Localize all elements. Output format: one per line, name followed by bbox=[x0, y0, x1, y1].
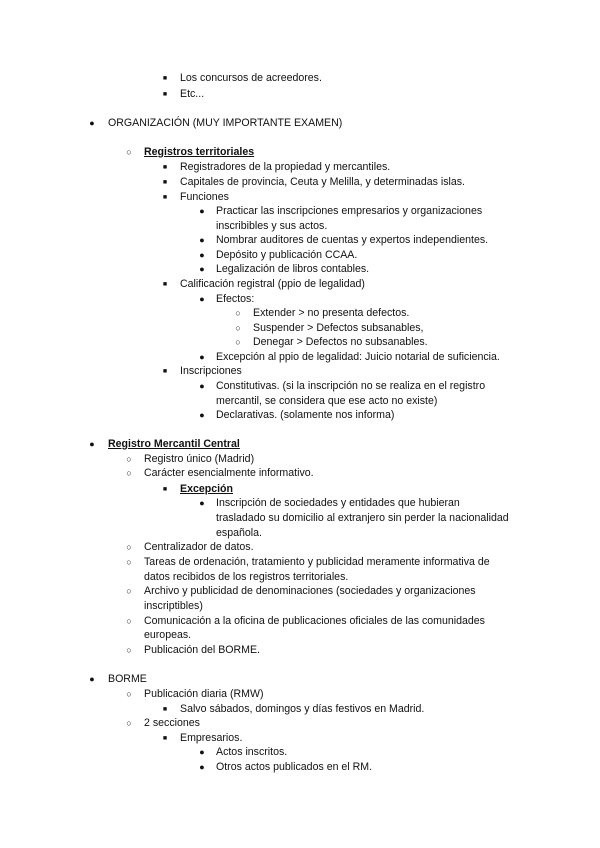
dot-bullet-icon: ● bbox=[199, 762, 205, 772]
circle-bullet-icon: ○ bbox=[235, 308, 241, 318]
circle-bullet-icon: ○ bbox=[126, 586, 132, 596]
list-item: Calificación registral (ppio de legalidad) bbox=[180, 278, 365, 290]
square-bullet-icon: ■ bbox=[162, 368, 168, 375]
dot-bullet-icon: ● bbox=[199, 352, 205, 362]
circle-bullet-icon: ○ bbox=[126, 468, 132, 478]
list-item: Centralizador de datos. bbox=[144, 541, 254, 553]
list-item: Actos inscritos. bbox=[216, 746, 288, 758]
circle-bullet-icon: ○ bbox=[235, 323, 241, 333]
circle-bullet-icon: ○ bbox=[126, 454, 132, 464]
dot-bullet-icon: ● bbox=[199, 747, 205, 757]
dot-bullet-icon: ● bbox=[199, 410, 205, 420]
list-item: Constitutivas. (si la inscripción no se realiza en el registro bbox=[216, 380, 486, 392]
circle-bullet-icon: ○ bbox=[126, 542, 132, 552]
dot-bullet-icon: ● bbox=[199, 498, 205, 508]
square-bullet-icon: ■ bbox=[162, 194, 168, 201]
circle-bullet-icon: ○ bbox=[126, 689, 132, 699]
subsection-heading: Registros territoriales bbox=[144, 146, 255, 158]
list-item: Comunicación a la oficina de publicaciones oficiales de las comunidades bbox=[144, 615, 485, 627]
list-item-continuation: inscribibles y sus actos. bbox=[216, 220, 328, 232]
dot-bullet-icon: ● bbox=[199, 235, 205, 245]
list-item: Otros actos publicados en el RM. bbox=[216, 761, 373, 773]
list-item: Inscripciones bbox=[180, 365, 242, 377]
list-item: Efectos: bbox=[216, 293, 255, 305]
circle-bullet-icon: ○ bbox=[126, 718, 132, 728]
list-item: Inscripción de sociedades y entidades que hubieran bbox=[216, 497, 460, 509]
subsection-heading: Excepción bbox=[180, 483, 233, 495]
list-item-continuation: trasladado su domicilio al extranjero sin perder la nacionalidad bbox=[216, 512, 509, 524]
list-item: Denegar > Defectos no subsanables. bbox=[253, 336, 428, 348]
list-item: Depósito y publicación CCAA. bbox=[216, 249, 358, 261]
square-bullet-icon: ■ bbox=[162, 281, 168, 288]
list-item: Suspender > Defectos subsanables, bbox=[253, 322, 424, 334]
list-item: Los concursos de acreedores. bbox=[180, 72, 322, 84]
square-bullet-icon: ■ bbox=[162, 179, 168, 186]
list-item: Tareas de ordenación, tratamiento y publicidad meramente informativa de bbox=[144, 556, 490, 568]
circle-bullet-icon: ○ bbox=[126, 616, 132, 626]
square-bullet-icon: ■ bbox=[162, 735, 168, 742]
list-item: Archivo y publicidad de denominaciones (sociedades y organizaciones bbox=[144, 585, 476, 597]
dot-bullet-icon: ● bbox=[89, 674, 95, 684]
list-item-continuation: mercantil, se considera que ese acto no existe) bbox=[216, 395, 438, 407]
list-item: Extender > no presenta defectos. bbox=[253, 307, 410, 319]
dot-bullet-icon: ● bbox=[199, 250, 205, 260]
square-bullet-icon: ■ bbox=[162, 486, 168, 493]
dot-bullet-icon: ● bbox=[89, 439, 95, 449]
dot-bullet-icon: ● bbox=[199, 264, 205, 274]
list-item-continuation: datos recibidos de los registros territoriales. bbox=[144, 571, 349, 583]
circle-bullet-icon: ○ bbox=[126, 557, 132, 567]
dot-bullet-icon: ● bbox=[199, 381, 205, 391]
list-item: Excepción al ppio de legalidad: Juicio notarial de suficiencia. bbox=[216, 351, 500, 363]
list-item: Capitales de provincia, Ceuta y Melilla, y determinadas islas. bbox=[180, 176, 465, 188]
list-item-continuation: inscriptibles) bbox=[144, 600, 203, 612]
section-heading: BORME bbox=[108, 673, 147, 685]
list-item: Carácter esencialmente informativo. bbox=[144, 467, 314, 479]
square-bullet-icon: ■ bbox=[162, 164, 168, 171]
circle-bullet-icon: ○ bbox=[126, 147, 132, 157]
section-heading: ORGANIZACIÓN (MUY IMPORTANTE EXAMEN) bbox=[108, 117, 343, 129]
list-item: Nombrar auditores de cuentas y expertos independientes. bbox=[216, 234, 489, 246]
dot-bullet-icon: ● bbox=[89, 118, 95, 128]
list-item-continuation: española. bbox=[216, 527, 262, 539]
list-item: Declarativas. (solamente nos informa) bbox=[216, 409, 395, 421]
square-bullet-icon: ■ bbox=[162, 91, 168, 98]
square-bullet-icon: ■ bbox=[162, 706, 168, 713]
list-item: Registradores de la propiedad y mercantiles. bbox=[180, 161, 391, 173]
dot-bullet-icon: ● bbox=[199, 206, 205, 216]
list-item: 2 secciones bbox=[144, 717, 200, 729]
list-item: Publicación del BORME. bbox=[144, 644, 260, 656]
list-item-continuation: europeas. bbox=[144, 629, 192, 641]
list-item: Salvo sábados, domingos y días festivos en Madrid. bbox=[180, 703, 425, 715]
list-item: Empresarios. bbox=[180, 732, 243, 744]
list-item: Publicación diaria (RMW) bbox=[144, 688, 264, 700]
list-item: Practicar las inscripciones empresarios y organizaciones bbox=[216, 205, 483, 217]
list-item: Registro único (Madrid) bbox=[144, 453, 255, 465]
list-item: Funciones bbox=[180, 191, 229, 203]
section-heading: Registro Mercantil Central bbox=[108, 438, 240, 450]
list-item: Etc... bbox=[180, 88, 205, 100]
list-item: Legalización de libros contables. bbox=[216, 263, 370, 275]
dot-bullet-icon: ● bbox=[199, 294, 205, 304]
square-bullet-icon: ■ bbox=[162, 75, 168, 82]
circle-bullet-icon: ○ bbox=[235, 337, 241, 347]
circle-bullet-icon: ○ bbox=[126, 645, 132, 655]
